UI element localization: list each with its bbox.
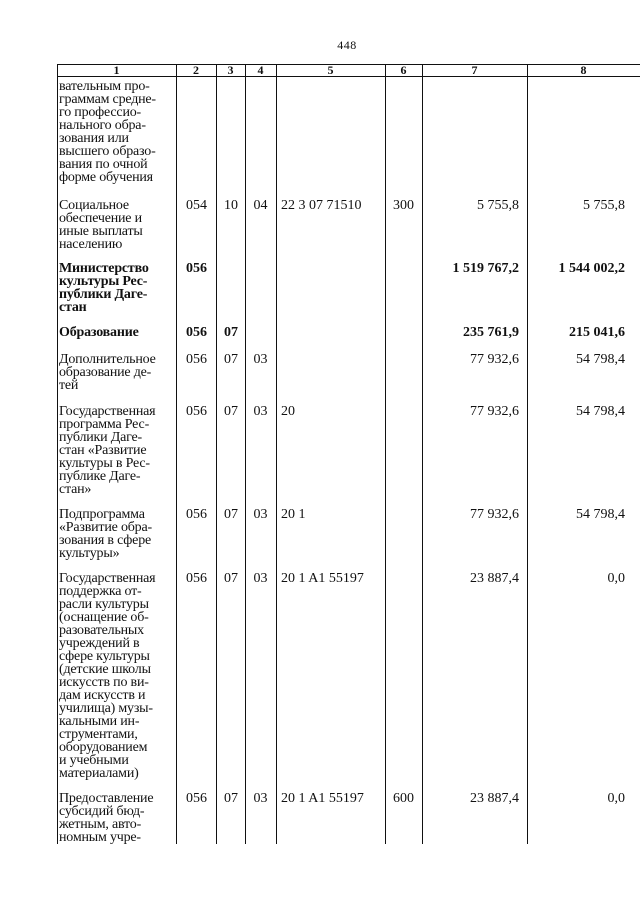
cell-subsection: 04 (253, 198, 268, 213)
column-header-2: 2 (193, 63, 199, 77)
cell-target-article: 22 3 07 71510 (281, 198, 362, 213)
cell-ministry-code: 056 (186, 404, 207, 419)
column-header-7: 7 (471, 63, 478, 77)
column-header-3: 3 (227, 63, 234, 77)
cell-section: 07 (224, 404, 238, 419)
cell-section: 07 (224, 791, 238, 806)
column-rule (245, 64, 246, 844)
cell-target-article: 20 1 A1 55197 (281, 791, 364, 806)
cell-target-article: 20 1 (281, 507, 306, 522)
cell-ministry-code: 056 (186, 791, 207, 806)
table-row-name: Подпрограмма «Развитие обра- зования в сфере культуры» (59, 507, 152, 561)
cell-section: 07 (224, 571, 238, 586)
cell-amount-year1: 23 887,4 (470, 791, 519, 806)
table-row-name: Предоставление субсидий бюд- жетным, авто- номным учре- (59, 791, 154, 845)
cell-section: 07 (224, 507, 238, 522)
cell-subsection: 03 (253, 791, 268, 806)
cell-amount-year1: 77 932,6 (470, 507, 519, 522)
cell-amount-year1: 235 761,9 (463, 325, 519, 340)
cell-amount-year2: 1 544 002,2 (558, 261, 625, 276)
column-header-1: 1 (113, 63, 120, 77)
cell-amount-year1: 1 519 767,2 (452, 261, 519, 276)
header-bottom-rule (57, 76, 640, 77)
cell-section: 07 (224, 325, 238, 340)
cell-amount-year2: 5 755,8 (583, 198, 625, 213)
cell-ministry-code: 056 (186, 325, 207, 340)
cell-ministry-code: 056 (186, 261, 207, 276)
column-rule (57, 64, 58, 844)
column-header-4: 4 (257, 63, 264, 77)
cell-subsection: 03 (253, 404, 268, 419)
column-rule (276, 64, 277, 844)
table-row-name: Министерство культуры Рес- публики Даге- стан (59, 261, 149, 315)
column-rule (527, 64, 528, 844)
cell-amount-year1: 5 755,8 (477, 198, 519, 213)
column-rule (176, 64, 177, 844)
cell-subsection: 03 (253, 352, 268, 367)
cell-amount-year2: 54 798,4 (576, 507, 625, 522)
cell-amount-year1: 77 932,6 (470, 352, 519, 367)
cell-amount-year2: 0,0 (607, 791, 625, 806)
cell-amount-year2: 54 798,4 (576, 352, 625, 367)
table-row-name: Образование (59, 325, 139, 340)
cell-ministry-code: 056 (186, 507, 207, 522)
column-rule (216, 64, 217, 844)
table-row-name: вательным про- граммам средне- го профессио- нального обра- зования или высшего образо- вания по очной форме обучения (59, 79, 156, 185)
cell-ministry-code: 054 (186, 198, 207, 213)
column-header-5: 5 (327, 63, 334, 77)
cell-ministry-code: 056 (186, 352, 207, 367)
column-header-8: 8 (580, 63, 587, 77)
cell-target-article: 20 1 A1 55197 (281, 571, 364, 586)
cell-subsection: 03 (253, 507, 268, 522)
cell-section: 07 (224, 352, 238, 367)
cell-amount-year2: 215 041,6 (569, 325, 625, 340)
cell-amount-year2: 54 798,4 (576, 404, 625, 419)
cell-expense-type: 300 (393, 198, 414, 213)
table-row-name: Государственная поддержка от- расли культуры (оснащение об- разовательных учреждений в сфере культуры (детские школы искусств по ви- дам искусств и училища) музы- кальными ин- струментами, оборудованием и учебными материалами) (59, 571, 156, 781)
cell-amount-year1: 77 932,6 (470, 404, 519, 419)
page-number: 448 (337, 38, 357, 52)
cell-section: 10 (224, 198, 238, 213)
cell-amount-year1: 23 887,4 (470, 571, 519, 586)
table-row-name: Государственная программа Рес- публики Даге- стан «Развитие культуры в Рес- публике Даге- стан» (59, 404, 156, 497)
cell-ministry-code: 056 (186, 571, 207, 586)
cell-subsection: 03 (253, 571, 268, 586)
cell-target-article: 20 (281, 404, 295, 419)
cell-amount-year2: 0,0 (607, 571, 625, 586)
cell-expense-type: 600 (393, 791, 414, 806)
column-rule (422, 64, 423, 844)
table-row-name: Дополнительное образование де- тей (59, 352, 156, 393)
table-row-name: Социальное обеспечение и иные выплаты населению (59, 198, 143, 252)
column-header-6: 6 (400, 63, 407, 77)
column-rule (385, 64, 386, 844)
